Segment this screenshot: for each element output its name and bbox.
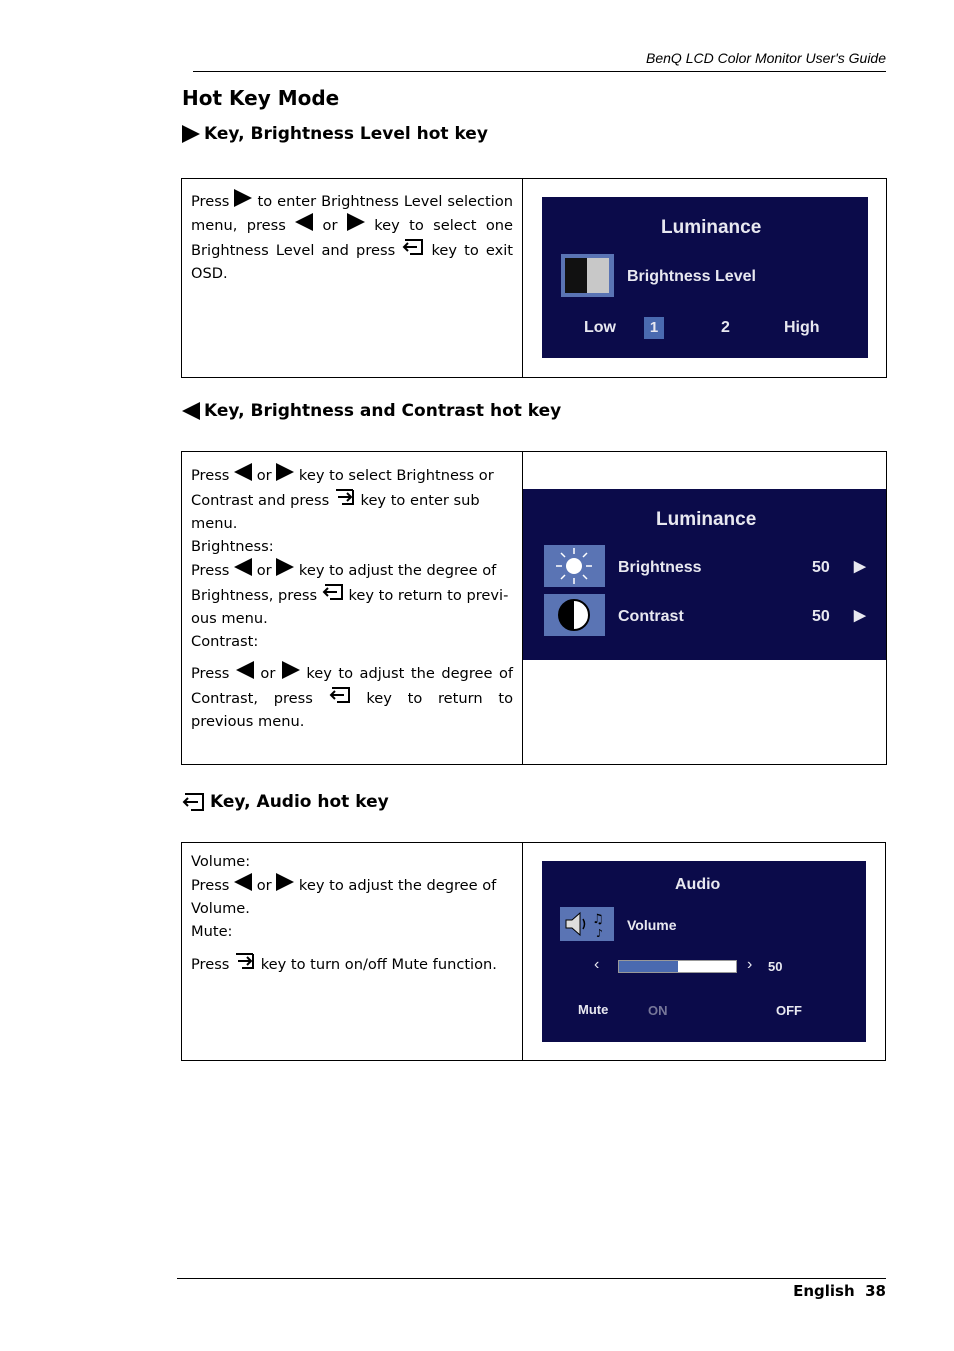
left-triangle-icon <box>295 213 313 231</box>
right-triangle-icon <box>347 213 365 231</box>
right-triangle-icon <box>276 873 294 891</box>
brightness-level-instructions <box>191 189 513 285</box>
instruction-text: to enter Brightness Level selection menu, press <box>191 193 514 234</box>
svg-text:♪: ♪ <box>596 927 604 940</box>
volume-value: 50 <box>768 959 783 974</box>
footer-language: English <box>793 1282 855 1300</box>
arrow-right-icon[interactable]: ▶ <box>854 607 866 624</box>
instruction-text: key to turn on/off Mute function. <box>260 956 497 973</box>
instruction-text: key to select one Brightness Level and press <box>191 217 513 259</box>
audio-instructions <box>191 850 513 976</box>
section-heading-text: Key, Audio hot key <box>210 792 389 812</box>
instruction-text: key to adjust the degree of Contrast, press <box>191 665 514 707</box>
osd-title: Luminance <box>661 217 762 238</box>
sun-icon <box>544 545 605 587</box>
instruction-text: key to select Brightness or Contrast and press <box>191 467 494 509</box>
brightness-value: 50 <box>812 559 830 576</box>
brightness-contrast-table <box>181 451 887 765</box>
instruction-text: Press <box>191 665 230 682</box>
volume-item-label: Volume <box>627 917 677 933</box>
level-1-selected[interactable]: 1 <box>644 317 664 339</box>
exit-key-icon <box>322 582 344 602</box>
instruction-text: key to adjust the degree of Brightness, press <box>191 562 497 604</box>
section-heading-audio <box>182 791 389 813</box>
exit-key-icon <box>402 237 424 257</box>
instruction-text: or <box>322 217 338 234</box>
right-triangle-icon <box>276 558 294 576</box>
mute-label: Mute: <box>191 923 233 940</box>
section-heading-text: Key, Brightness Level hot key <box>204 124 488 144</box>
osd-luminance-brightness-level <box>542 197 868 358</box>
volume-slider-fill <box>619 961 678 972</box>
left-triangle-icon <box>234 873 252 891</box>
right-triangle-icon <box>182 125 200 143</box>
chevron-right-icon[interactable]: › <box>747 956 753 973</box>
mute-on-option[interactable]: ON <box>648 1003 668 1018</box>
exit-key-icon <box>182 791 206 813</box>
enter-key-icon <box>234 951 256 971</box>
brightness-item-label[interactable]: Brightness <box>618 559 702 576</box>
volume-label: Volume: <box>191 853 251 870</box>
table-divider <box>522 179 523 377</box>
level-low[interactable]: Low <box>584 319 616 336</box>
page-title: Hot Key Mode <box>182 86 340 110</box>
instruction-text: Press <box>191 193 230 210</box>
section-heading-brightness-level <box>182 124 488 144</box>
contrast-label: Contrast: <box>191 633 259 650</box>
instruction-text: key to enter sub menu. <box>191 492 480 532</box>
mute-off-option[interactable]: OFF <box>776 1003 802 1018</box>
instruction-text: key to return to previous menu. <box>191 690 513 730</box>
osd-audio <box>542 861 866 1042</box>
instruction-text: Press <box>191 877 230 894</box>
running-header: BenQ LCD Color Monitor User's Guide <box>646 50 886 66</box>
instruction-text: or <box>256 467 272 484</box>
contrast-value: 50 <box>812 608 830 625</box>
audio-table <box>181 842 886 1061</box>
right-triangle-icon <box>234 189 252 207</box>
right-triangle-icon <box>282 661 300 679</box>
brightness-level-icon <box>561 254 614 297</box>
footer <box>793 1282 886 1300</box>
speaker-icon <box>560 907 614 941</box>
osd-luminance-brightness-contrast <box>523 489 886 660</box>
instruction-text: or <box>256 562 272 579</box>
left-triangle-icon <box>234 463 252 481</box>
volume-slider[interactable] <box>618 960 737 973</box>
right-triangle-icon <box>276 463 294 481</box>
arrow-right-icon[interactable]: ▶ <box>854 558 866 575</box>
instruction-text: key to adjust the degree of Volume. <box>191 877 497 917</box>
instruction-text: Press <box>191 467 230 484</box>
svg-text:♫: ♫ <box>592 912 604 927</box>
page-number: 38 <box>865 1282 886 1300</box>
instruction-text: key to return to previ-ous menu. <box>191 587 509 627</box>
brightness-label: Brightness: <box>191 538 274 555</box>
contrast-item-label[interactable]: Contrast <box>618 608 684 625</box>
osd-title: Luminance <box>656 509 757 530</box>
osd-title: Audio <box>675 876 721 893</box>
instruction-text: Press <box>191 956 230 973</box>
osd-item-label: Brightness Level <box>627 268 756 285</box>
brightness-level-table <box>181 178 887 378</box>
contrast-icon <box>544 594 605 636</box>
instruction-text: Press <box>191 562 230 579</box>
mute-label: Mute <box>578 1002 609 1017</box>
section-heading-text: Key, Brightness and Contrast hot key <box>204 401 562 421</box>
brightness-contrast-instructions <box>191 463 513 733</box>
instruction-text: or <box>260 665 276 682</box>
level-high[interactable]: High <box>784 319 820 336</box>
level-2[interactable]: 2 <box>721 319 730 336</box>
chevron-left-icon[interactable]: ‹ <box>594 956 600 973</box>
instruction-text: key to exit OSD. <box>191 242 513 282</box>
left-triangle-icon <box>182 402 200 420</box>
enter-key-icon <box>334 487 356 507</box>
section-heading-brightness-contrast <box>182 401 561 421</box>
left-triangle-icon <box>236 661 254 679</box>
header-rule <box>193 71 886 72</box>
left-triangle-icon <box>234 558 252 576</box>
exit-key-icon <box>329 685 351 705</box>
table-divider <box>522 843 523 1060</box>
footer-rule <box>177 1278 886 1279</box>
instruction-text: or <box>256 877 272 894</box>
